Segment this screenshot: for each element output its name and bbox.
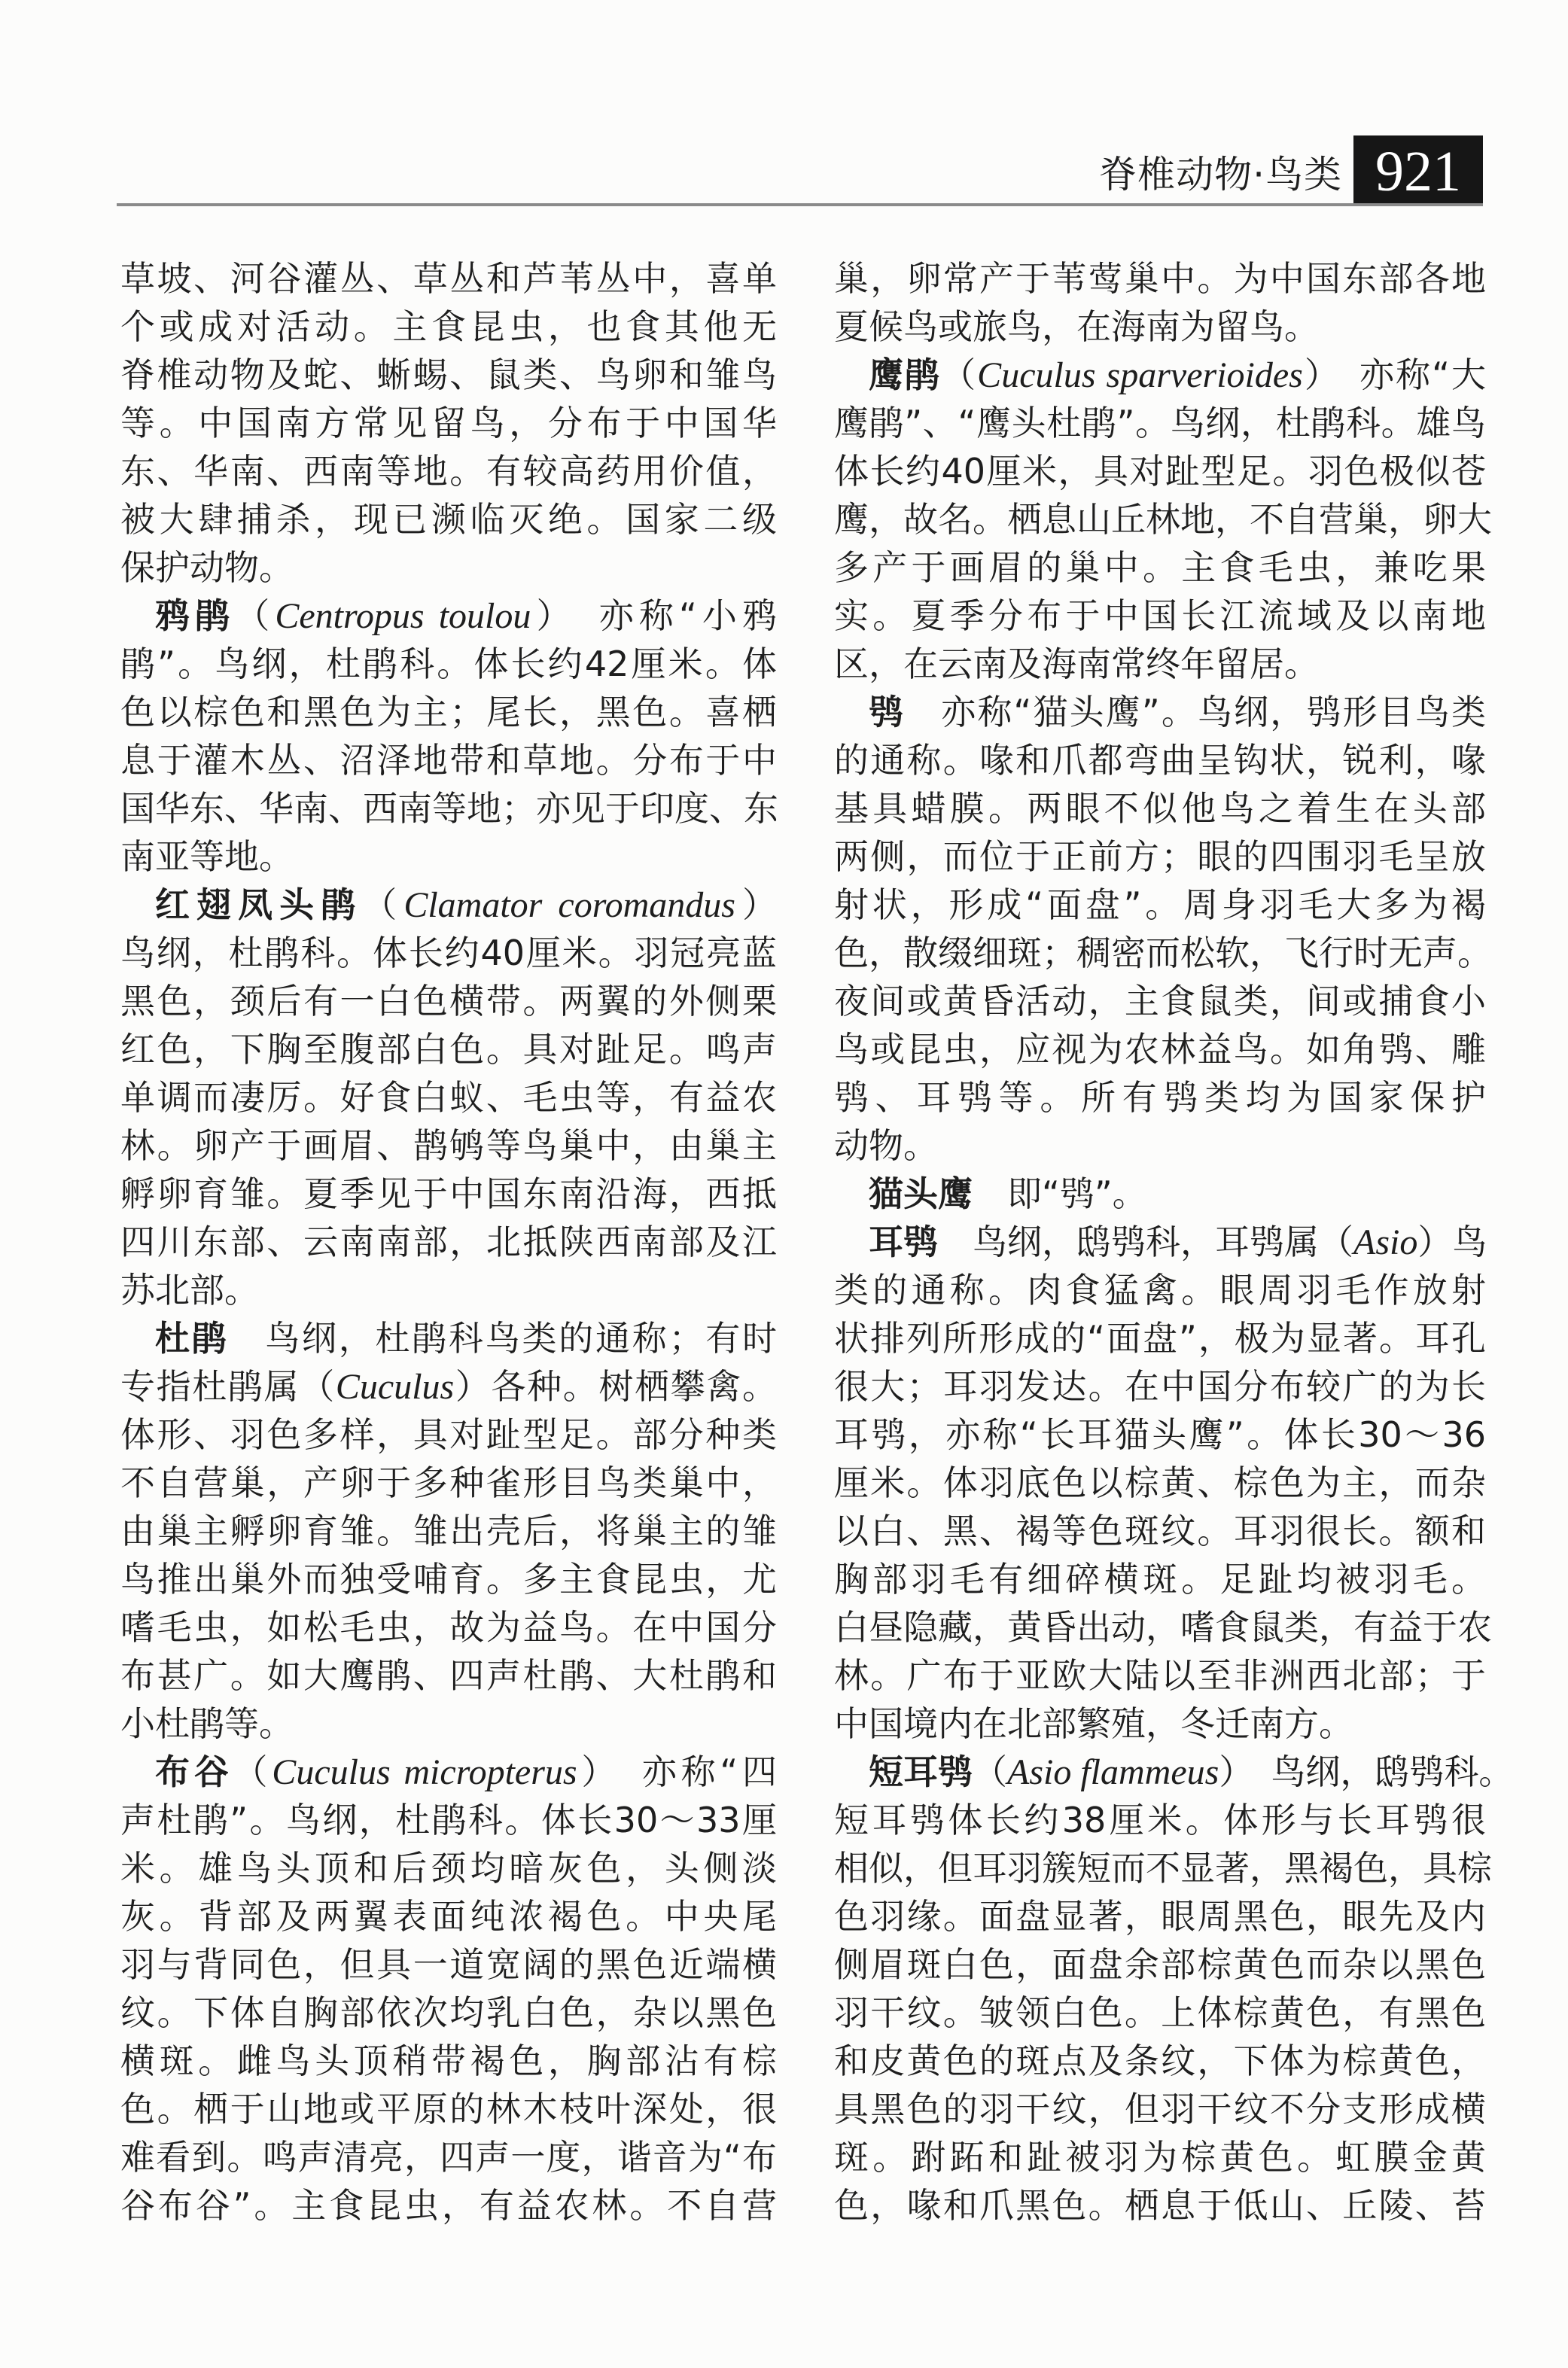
body-text: 孵卵育雏。夏季见于中国东南沿海，西抵 [120, 1173, 777, 1214]
body-text: 息于灌木丛、沼泽地带和草地。分布于中 [120, 740, 777, 781]
text-line [834, 447, 1486, 495]
body-text: 横斑。雌鸟头顶稍带褐色，胸部沾有棕 [120, 2041, 777, 2081]
body-text: 谷布谷”。主食昆虫，有益农林。不自营 [120, 2185, 777, 2226]
entry-headword: 红翅凤头鹃 [155, 884, 363, 925]
body-text: （ [233, 1752, 272, 1792]
body-text: 难看到。鸣声清亮，四声一度，谐音为“布 [120, 2137, 777, 2178]
text-line [834, 736, 1486, 784]
entry-first-line [834, 1170, 1486, 1218]
entry-headword: 布谷 [155, 1752, 233, 1792]
text-line [834, 543, 1486, 592]
text-line [834, 495, 1492, 543]
text-line [834, 592, 1486, 640]
body-text: 鹰鹃”、“鹰头杜鹃”。鸟纲，杜鹃科。雄鸟 [834, 403, 1486, 443]
text-line [120, 640, 777, 688]
latin-name: Cuculus micropterus [272, 1752, 577, 1792]
body-text: ）鸟 [1417, 1222, 1487, 1262]
body-text: 南亚等地。 [120, 836, 294, 877]
body-text: 鸟纲，鸱鸮科，耳鸮属（ [938, 1222, 1353, 1262]
text-line [834, 784, 1486, 832]
text-line [120, 1892, 777, 1940]
text-line [834, 1314, 1486, 1362]
body-text: 夏候鸟或旅鸟，在海南为留鸟。 [834, 306, 1319, 347]
text-line [120, 1362, 777, 1411]
body-text: 色羽缘。面盘显著，眼周黑色，眼先及内 [834, 1896, 1486, 1937]
page-number-box [1353, 135, 1483, 206]
text-line [834, 1073, 1486, 1122]
body-text: 由巢主孵卵育雏。雏出壳后，将巢主的雏 [120, 1511, 777, 1551]
body-text: 厘米。体羽底色以棕黄、棕色为主，而杂 [834, 1462, 1486, 1503]
body-text: 胸部羽毛有细碎横斑。足趾均被羽毛。 [834, 1559, 1486, 1599]
body-text: 鹃”。鸟纲，杜鹃科。体长约42厘米。体 [120, 644, 777, 684]
text-line [120, 1555, 777, 1603]
text-line [120, 351, 777, 399]
text-line [834, 1892, 1486, 1940]
body-text: 小杜鹃等。 [120, 1703, 294, 1744]
body-text: 专指杜鹃属（ [120, 1366, 336, 1407]
body-text: 个或成对活动。主食昆虫，也食其他无 [120, 306, 777, 347]
body-text: ）各种。树栖攀禽。 [454, 1366, 778, 1407]
latin-name: Asio flammeus [1007, 1752, 1219, 1792]
text-line [120, 303, 777, 351]
text-line [834, 2085, 1486, 2133]
body-text: 以白、黑、褐等色斑纹。耳羽很长。额和 [834, 1511, 1486, 1551]
body-text: 色。栖于山地或平原的林木枝叶深处，很 [120, 2089, 777, 2129]
text-line [120, 2085, 777, 2133]
text-line [834, 1555, 1486, 1603]
section-title: 脊椎动物·鸟类 [1099, 153, 1342, 196]
body-text: 鹰，故名。栖息山丘林地，不自营巢，卵大 [834, 499, 1492, 540]
text-line [120, 447, 777, 495]
text-line [834, 1700, 1486, 1748]
left-column [120, 254, 777, 2230]
text-line [120, 2181, 777, 2230]
body-text: 声杜鹃”。鸟纲，杜鹃科。体长30～33厘 [120, 1800, 777, 1840]
text-line [120, 1507, 777, 1555]
entry-first-line [834, 1748, 1514, 1796]
entry-first-line [834, 688, 1486, 736]
text-line [120, 1218, 777, 1266]
entry-first-line [834, 1218, 1486, 1266]
text-line [834, 1362, 1486, 1411]
body-text: （ [362, 884, 404, 925]
text-line [120, 495, 777, 543]
body-text: 单调而凄厉。好食白蚁、毛虫等，有益农 [120, 1077, 777, 1118]
body-text: ） 亦称“大 [1302, 355, 1487, 395]
body-text: 林。广布于亚欧大陆以至非洲西北部；于 [834, 1655, 1486, 1696]
body-text: 耳鸮，亦称“长耳猫头鹰”。体长30～36 [834, 1414, 1486, 1455]
body-text: 苏北部。 [120, 1270, 259, 1310]
body-text: 色以棕色和黑色为主；尾长，黑色。喜栖 [120, 692, 777, 732]
entry-first-line [120, 881, 777, 929]
entry-first-line [120, 1314, 777, 1362]
body-text: 灰。背部及两翼表面纯浓褐色。中央尾 [120, 1896, 777, 1937]
body-text: ） 亦称“小鸦 [531, 595, 778, 636]
text-line [834, 977, 1486, 1025]
text-line [120, 1603, 777, 1651]
text-line [834, 640, 1486, 688]
text-line [834, 832, 1486, 881]
right-column [834, 254, 1514, 2230]
text-line [834, 1603, 1492, 1651]
entry-first-line [834, 351, 1486, 399]
body-text: 羽与背同色，但具一道宽阔的黑色近端横 [120, 1944, 777, 1985]
text-line [834, 1411, 1486, 1459]
body-text: 纹。下体自胸部依次均乳白色，杂以黑色 [120, 1992, 777, 2033]
body-text: 两侧，而位于正前方；眼的四围羽毛呈放 [834, 836, 1486, 877]
body-text: 鸟推出巢外而独受哺育。多主食昆虫，尤 [120, 1559, 777, 1599]
body-text: 保护动物。 [120, 547, 294, 588]
body-text: 色，散缀细斑；稠密而松软，飞行时无声。 [834, 933, 1492, 973]
text-line [834, 399, 1486, 447]
body-text: 相似，但耳羽簇短而不显著，黑褐色，具棕 [834, 1848, 1492, 1889]
body-text: 米。雄鸟头顶和后颈均暗灰色，头侧淡 [120, 1848, 777, 1889]
text-line [834, 1844, 1492, 1892]
text-line [120, 399, 777, 447]
body-text: 布甚广。如大鹰鹃、四声杜鹃、大杜鹃和 [120, 1655, 777, 1696]
page-number: 921 [1375, 140, 1461, 203]
text-line [834, 1989, 1486, 2037]
body-text: （ [973, 1752, 1007, 1792]
body-text: 实。夏季分布于中国长江流域及以南地 [834, 595, 1486, 636]
entry-headword: 鸦鹃 [155, 595, 236, 636]
body-text: 鸮、耳鸮等。所有鸮类均为国家保护 [834, 1077, 1486, 1118]
text-line [834, 929, 1492, 977]
body-text: 射状，形成“面盘”。周身羽毛大多为褐 [834, 884, 1486, 925]
entry-headword: 杜鹃 [155, 1318, 229, 1359]
body-text: （ [235, 595, 276, 636]
body-text: 状排列所形成的“面盘”，极为显著。耳孔 [834, 1318, 1486, 1359]
text-line [834, 1459, 1486, 1507]
body-text: 等。中国南方常见留鸟，分布于中国华 [120, 403, 777, 443]
body-text: 的通称。喙和爪都弯曲呈钩状，锐利，喙 [834, 740, 1486, 781]
text-line [120, 688, 777, 736]
body-text: 夜间或黄昏活动，主食鼠类，间或捕食小 [834, 981, 1486, 1021]
body-text: 即“鸮”。 [973, 1173, 1147, 1214]
entry-headword: 鸮 [869, 692, 906, 732]
body-text: 侧眉斑白色，面盘余部棕黄色而杂以黑色 [834, 1944, 1486, 1985]
body-text: 体形、羽色多样，具对趾型足。部分种类 [120, 1414, 777, 1455]
body-text: 被大肆捕杀，现已濒临灭绝。国家二级 [120, 499, 777, 540]
body-text: 林。卵产于画眉、鹊鸲等鸟巢中，由巢主 [120, 1125, 777, 1166]
body-text: 巢，卵常产于苇莺巢中。为中国东部各地 [834, 258, 1486, 299]
text-line [834, 1507, 1486, 1555]
body-text: 中国境内在北部繁殖，冬迁南方。 [834, 1703, 1353, 1744]
body-text: 类的通称。肉食猛禽。眼周羽毛作放射 [834, 1270, 1486, 1310]
body-text: 东、华南、西南等地。有较高药用价值， [120, 451, 777, 492]
latin-name: Cuculus sparverioides [977, 355, 1303, 395]
text-line [120, 1266, 777, 1314]
text-line [120, 929, 777, 977]
body-text: 鸟纲，杜鹃科鸟类的通称；有时 [228, 1318, 777, 1359]
entry-headword: 鹰鹃 [869, 355, 942, 395]
body-text: 动物。 [834, 1125, 938, 1166]
entry-first-line [120, 592, 777, 640]
body-text: 不自营巢，产卵于多种雀形目鸟类巢中， [120, 1462, 777, 1503]
body-text: ） 亦称“四 [577, 1752, 778, 1792]
text-line [834, 303, 1486, 351]
body-text: 基具蜡膜。两眼不似他鸟之着生在头部 [834, 788, 1486, 829]
text-line [120, 1170, 777, 1218]
text-line [834, 2181, 1486, 2230]
body-text: 黑色，颈后有一白色横带。两翼的外侧栗 [120, 981, 777, 1021]
entry-headword: 短耳鸮 [869, 1752, 973, 1792]
text-line [120, 1844, 777, 1892]
body-text: 色，喙和爪黑色。栖息于低山、丘陵、苔 [834, 2185, 1486, 2226]
latin-name: Asio [1353, 1222, 1418, 1262]
text-line [120, 832, 777, 881]
text-line [834, 1796, 1486, 1844]
text-line [120, 543, 777, 592]
text-line [120, 2037, 777, 2085]
text-line [834, 1651, 1486, 1700]
body-text: 体长约40厘米，具对趾型足。羽色极似苍 [834, 451, 1486, 492]
body-text: 和皮黄色的斑点及条纹，下体为棕黄色， [834, 2041, 1486, 2081]
entry-headword: 猫头鹰 [869, 1173, 973, 1214]
text-line [120, 1796, 777, 1844]
body-text: ） [735, 884, 778, 925]
header-rule [117, 203, 1483, 206]
text-line [120, 254, 777, 303]
text-line [120, 1025, 777, 1073]
text-line [120, 1411, 777, 1459]
text-line [120, 1700, 777, 1748]
body-text: 国华东、华南、西南等地；亦见于印度、东 [120, 788, 778, 829]
latin-name: Cuculus [335, 1367, 455, 1407]
text-line [120, 1122, 777, 1170]
body-text: 很大；耳羽发达。在中国分布较广的为长 [834, 1366, 1486, 1407]
entry-headword: 耳鸮 [869, 1222, 938, 1262]
body-text: 鸟纲，杜鹃科。体长约40厘米。羽冠亮蓝 [120, 933, 777, 973]
body-text: 脊椎动物及蛇、蜥蜴、鼠类、鸟卵和雏鸟 [120, 355, 777, 395]
body-text: 具黑色的羽干纹，但羽干纹不分支形成横 [834, 2089, 1486, 2129]
body-text: 多产于画眉的巢中。主食毛虫，兼吃果 [834, 547, 1486, 588]
text-line [120, 1073, 777, 1122]
body-text: （ [941, 355, 978, 395]
text-line [834, 1940, 1486, 1989]
body-text: 区，在云南及海南常终年留居。 [834, 644, 1319, 684]
text-line [120, 2133, 777, 2181]
latin-name: Centropus toulou [275, 596, 531, 636]
body-text: 斑。跗跖和趾被羽为棕黄色。虹膜金黄 [834, 2137, 1486, 2178]
body-text: 四川东部、云南南部，北抵陕西南部及江 [120, 1222, 777, 1262]
text-line [834, 254, 1486, 303]
body-text: ） 鸟纲，鸱鸮科。 [1219, 1752, 1514, 1792]
body-text: 白昼隐藏，黄昏出动，嗜食鼠类，有益于农 [834, 1607, 1492, 1648]
body-text: 羽干纹。皱领白色。上体棕黄色，有黑色 [834, 1992, 1486, 2033]
text-line [834, 881, 1486, 929]
body-text: 短耳鸮体长约38厘米。体形与长耳鸮很 [834, 1800, 1486, 1840]
body-text: 亦称“猫头鹰”。鸟纲，鸮形目鸟类 [905, 692, 1486, 732]
text-line [120, 736, 777, 784]
latin-name: Clamator coromandus [403, 885, 735, 925]
text-line [834, 1025, 1486, 1073]
text-line [834, 2133, 1486, 2181]
text-line [120, 977, 777, 1025]
entry-first-line [120, 1748, 777, 1796]
text-line [120, 1940, 777, 1989]
text-line [120, 1989, 777, 2037]
text-line [834, 1122, 1486, 1170]
body-text: 嗜毛虫，如松毛虫，故为益鸟。在中国分 [120, 1607, 777, 1648]
body-text: 红色，下胸至腹部白色。具对趾足。鸣声 [120, 1029, 777, 1070]
text-line [120, 784, 777, 832]
text-line [834, 2037, 1486, 2085]
body-text: 鸟或昆虫，应视为农林益鸟。如角鸮、雕 [834, 1029, 1486, 1070]
text-line [834, 1266, 1486, 1314]
text-line [120, 1651, 777, 1700]
text-line [120, 1459, 777, 1507]
body-text: 草坡、河谷灌丛、草丛和芦苇丛中，喜单 [120, 258, 777, 299]
